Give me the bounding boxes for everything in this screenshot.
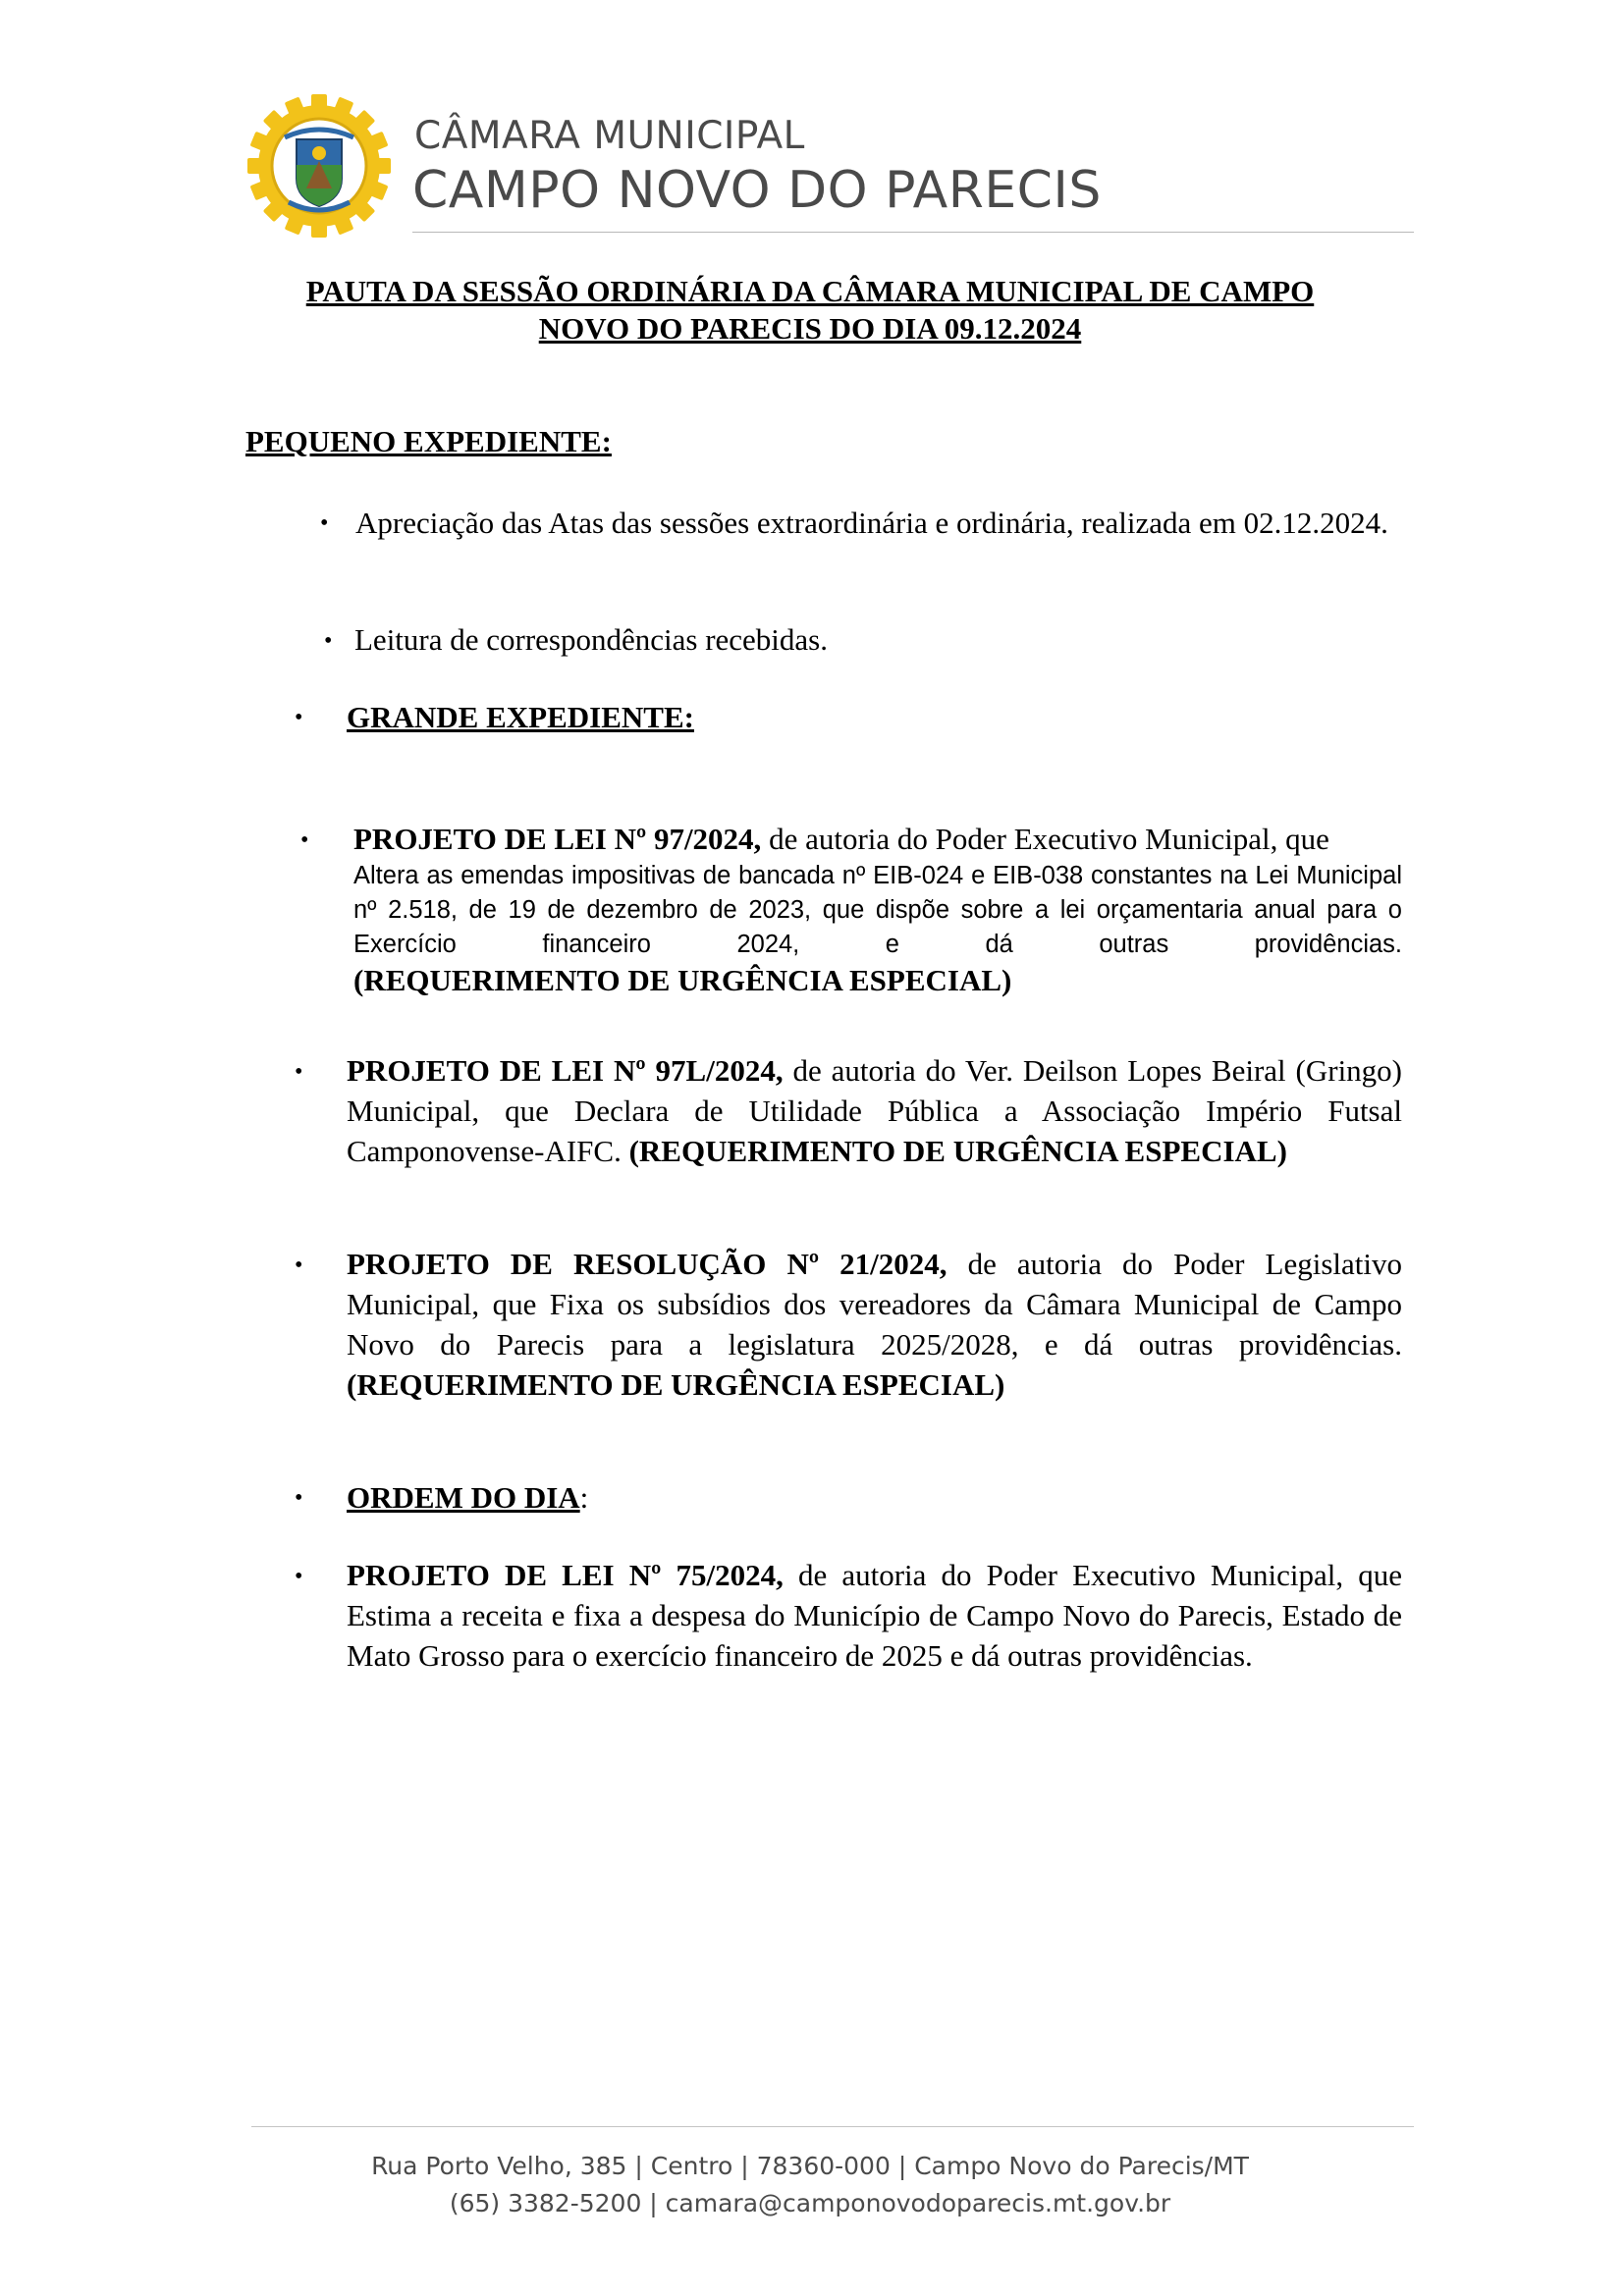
bullet-icon: • [295, 1059, 303, 1085]
document-title-line1: PAUTA DA SESSÃO ORDINÁRIA DA CÂMARA MUNICIPAL DE CAMPO [305, 274, 1315, 308]
footer-divider [251, 2126, 1414, 2127]
bullet-icon: • [295, 1253, 303, 1278]
urgency-requirement: (REQUERIMENTO DE URGÊNCIA ESPECIAL) [628, 1134, 1287, 1168]
section-heading-ordem-do-dia [347, 1480, 588, 1516]
urgency-requirement: (REQUERIMENTO DE URGÊNCIA ESPECIAL) [347, 1367, 1005, 1402]
bill-number: PROJETO DE LEI Nº 75/2024, [347, 1558, 784, 1592]
header-divider [412, 232, 1414, 233]
section-heading-grande-expediente: GRANDE EXPEDIENTE: [347, 700, 694, 734]
list-item-resolucao-21-2024 [347, 1244, 1402, 1405]
footer-contact: (65) 3382-5200 | camara@camponovodoparecis.mt.gov.br [449, 2189, 1171, 2217]
ordem-do-dia-colon: : [579, 1480, 589, 1515]
bill-detail: Altera as emendas impositivas de bancada nº EIB-024 e EIB-038 constantes na Lei Municipal nº 2.518, de 19 de dezembro de 2023, que dispõe sobre a lei orçamentaria anual para o Exercício financeiro 2024, e dá outras providências. [353, 862, 1402, 958]
list-item-pl-97-2024 [353, 819, 1402, 999]
ordem-do-dia-label: ORDEM DO DIA [347, 1480, 580, 1515]
organization-name-line2: CAMPO NOVO DO PARECIS [412, 161, 1102, 220]
bullet-icon: • [295, 1485, 303, 1511]
list-item-pl-97l-2024 [347, 1050, 1402, 1171]
bullet-icon: • [320, 510, 329, 536]
organization-name-line1: CÂMARA MUNICIPAL [414, 114, 805, 158]
bill-description: de autoria do Poder Executivo Municipal, que Estima a receita e fixa a despesa do Município de Campo Novo do Parecis, Estado de Mato Grosso para o exercício financeiro de 2025 e dá outras providências. [347, 1558, 1402, 1673]
bullet-icon: • [324, 628, 333, 654]
bullet-icon: • [295, 705, 303, 730]
section-heading-pequeno-expediente: PEQUENO EXPEDIENTE: [245, 424, 612, 458]
bill-number: PROJETO DE LEI Nº 97/2024, [353, 822, 762, 856]
urgency-requirement: (REQUERIMENTO DE URGÊNCIA ESPECIAL) [353, 963, 1012, 997]
list-item-correspondencias: Leitura de correspondências recebidas. [354, 622, 828, 657]
list-item-atas: Apreciação das Atas das sessões extraordinária e ordinária, realizada em 02.12.2024. [355, 506, 1388, 540]
resolution-number: PROJETO DE RESOLUÇÃO Nº 21/2024, [347, 1247, 947, 1281]
letterhead [245, 88, 1414, 236]
list-item-pl-75-2024 [347, 1555, 1402, 1676]
document-title [226, 273, 1394, 347]
bill-authorship: de autoria do Poder Executivo Municipal, que [761, 822, 1329, 856]
bill-description: de autoria do Ver. Deilson Lopes Beiral (Gringo) Municipal, que Declara de Utilidade Pública a Associação Império Futsal Camponovense-AIFC. [347, 1053, 1403, 1168]
document-title-line2: NOVO DO PARECIS DO DIA 09.12.2024 [538, 311, 1082, 346]
bullet-icon: • [295, 1564, 303, 1589]
bullet-icon: • [300, 828, 309, 853]
footer-address: Rua Porto Velho, 385 | Centro | 78360-000 | Campo Novo do Parecis/MT [371, 2152, 1249, 2180]
municipal-seal-icon [245, 92, 393, 240]
resolution-description: de autoria do Poder Legislativo Municipal, que Fixa os subsídios dos vereadores da Câmara Municipal de Campo Novo do Parecis para a legislatura 2025/2028, e dá outras providências. [347, 1247, 1402, 1362]
bill-number: PROJETO DE LEI Nº 97L/2024, [347, 1053, 784, 1088]
